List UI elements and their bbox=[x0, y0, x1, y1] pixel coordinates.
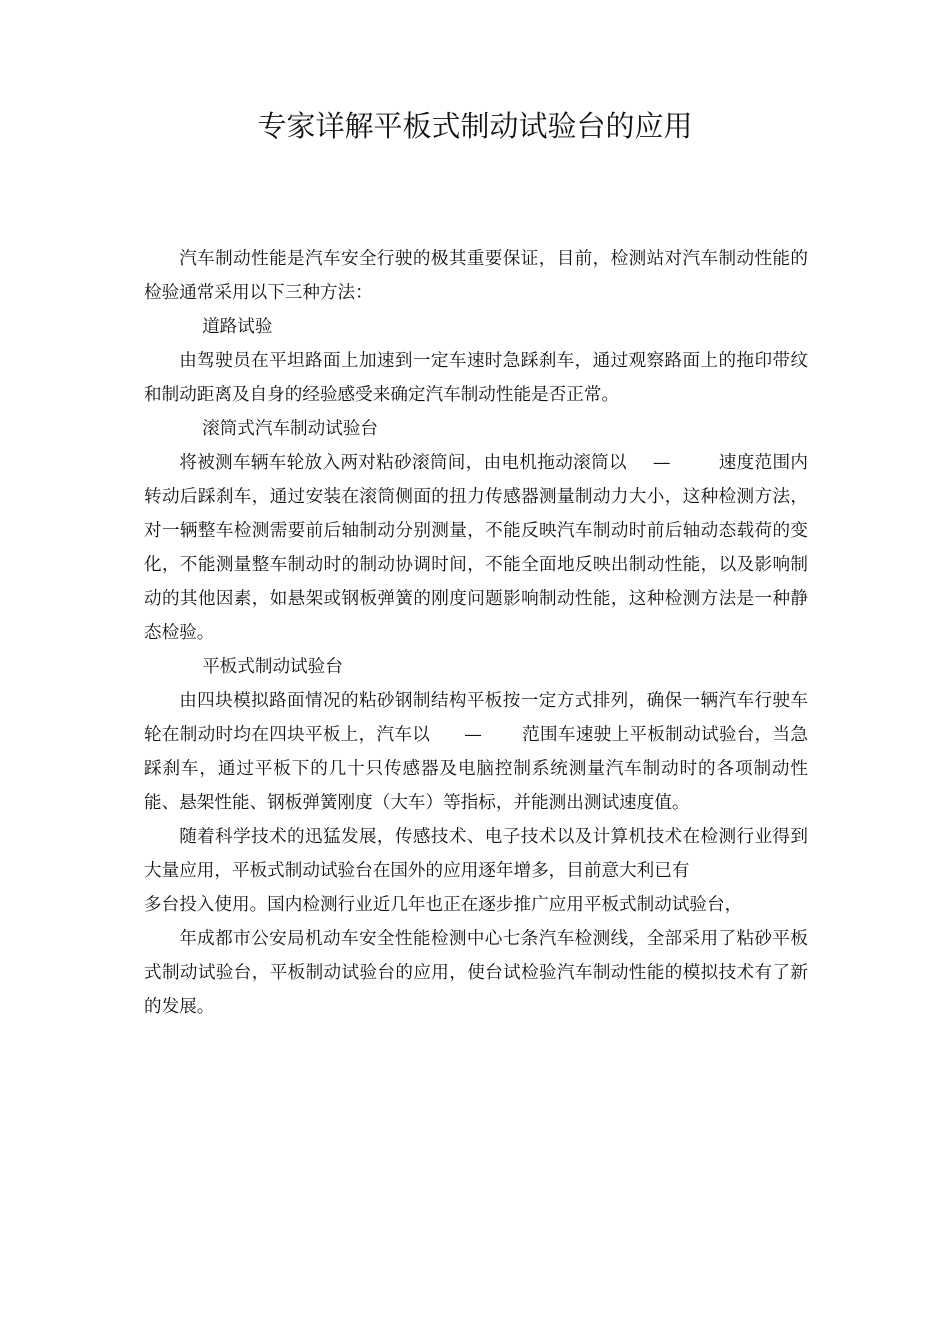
roller-text-start: 将被测车辆车轮放入两对粘砂滚筒间，由电机拖动滚筒以 bbox=[179, 453, 627, 473]
paragraph-roller-test-bench bbox=[144, 446, 808, 650]
document-title: 专家详解平板式制动试验台的应用 bbox=[257, 109, 693, 143]
heading-road-test: 道路试验 bbox=[202, 317, 273, 337]
plate-text-rest: 范围车速驶上平板制动试验台，当急踩刹车，通过平板下的几十只传感器及电脑控制系统测量汽车制动时的各项制动性能、悬架性能、钢板弹簧刚度（大车）等指标，并能测出测试速度值。 bbox=[144, 725, 808, 813]
paragraph-chengdu: 年成都市公安局机动车安全性能检测中心七条汽车检测线，全部采用了粘砂平板式制动试验台，平板制动试验台的应用，使台试检验汽车制动性能的模拟技术有了新的发展。 bbox=[144, 929, 808, 1017]
document-body bbox=[144, 242, 808, 1024]
range-dash: — bbox=[464, 725, 482, 745]
roller-text-rest: 速度范围内转动后踩刹车，通过安装在滚筒侧面的扭力传感器测量制动力大小，这种检测方法，对一辆整车检测需要前后轴制动分别测量，不能反映汽车制动时前后轴动态载荷的变化，不能测量整车制动时的制动协调时间，不能全面地反映出制动性能，以及影响制动的其他因素，如悬架或钢板弹簧的刚度问题影响制动性能，这种检测方法是一种静态检验。 bbox=[144, 453, 808, 643]
paragraph-flat-plate-test-bench bbox=[144, 684, 808, 820]
paragraph-road-test: 由驾驶员在平坦路面上加速到一定车速时急踩刹车，通过观察路面上的拖印带纹和制动距离及自身的经验感受来确定汽车制动性能是否正常。 bbox=[144, 351, 808, 405]
heading-flat-plate-test-bench: 平板式制动试验台 bbox=[202, 657, 343, 677]
paragraph-intro: 汽车制动性能是汽车安全行驶的极其重要保证，目前，检测站对汽车制动性能的检验通常采用以下三种方法： bbox=[144, 249, 808, 303]
plate-text-start: 由四块模拟路面情况的粘砂钢制结构平板按一定方式排列，确保一辆汽车行驶车轮在制动时均在四块平板上，汽车以 bbox=[144, 691, 808, 745]
paragraph-development: 随着科学技术的迅猛发展，传感技术、电子技术以及计算机技术在检测行业得到大量应用，平板式制动试验台在国外的应用逐年增多，目前意大利已有 bbox=[144, 827, 808, 881]
paragraph-development-continued: 多台投入使用。国内检测行业近几年也正在逐步推广应用平板式制动试验台， bbox=[144, 895, 743, 915]
range-dash: — bbox=[652, 453, 671, 473]
heading-roller-test-bench: 滚筒式汽车制动试验台 bbox=[202, 419, 379, 439]
